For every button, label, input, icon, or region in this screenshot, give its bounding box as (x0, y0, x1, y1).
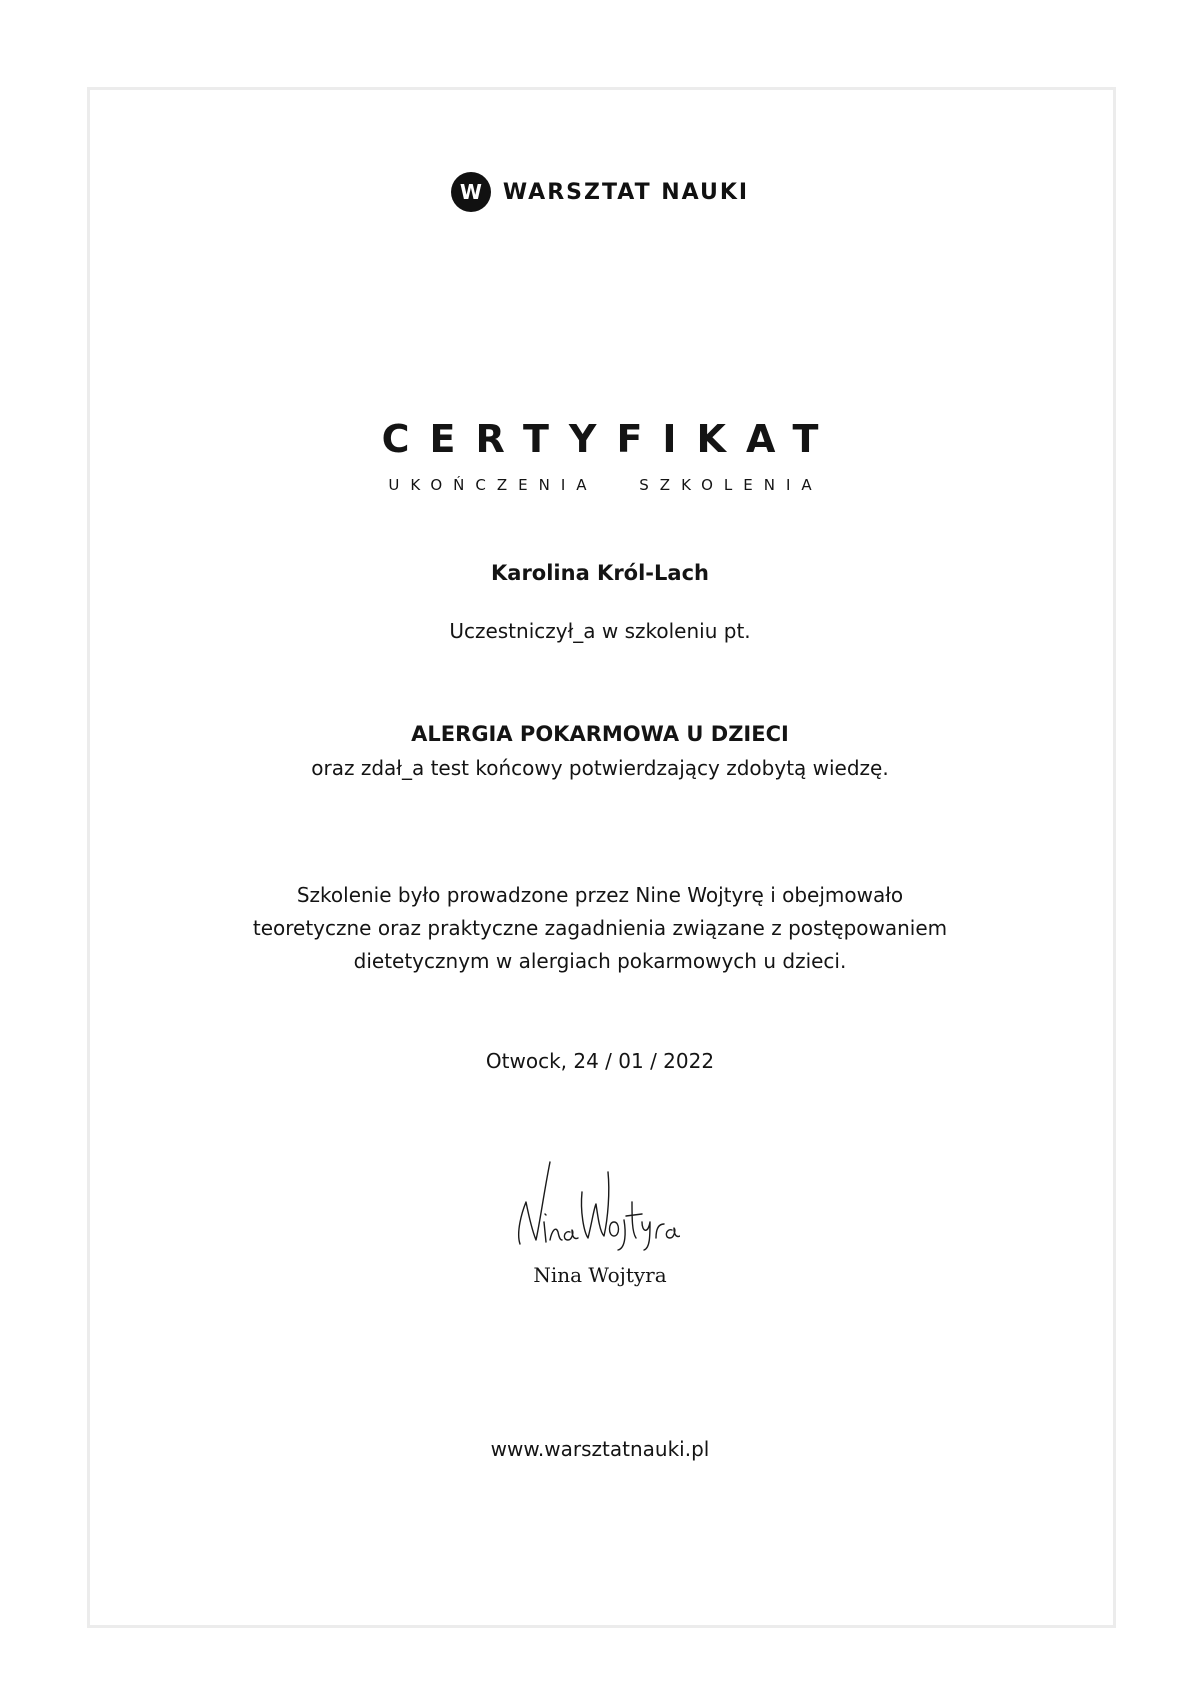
course-description (0, 879, 1200, 978)
certificate-title: CERTYFIKAT (381, 417, 839, 461)
participated-text: Uczestniczył_a w szkoleniu pt. (449, 619, 751, 643)
website-link[interactable]: www.warsztatnauki.pl (490, 1437, 710, 1461)
description-line: Szkolenie było prowadzone przez Nine Wojtyrę i obejmowało (296, 883, 904, 907)
place-date: Otwock, 24 / 01 / 2022 (485, 1049, 715, 1073)
certificate-frame (87, 87, 1116, 1628)
signer-name: Nina Wojtyra (533, 1263, 667, 1287)
passed-text: oraz zdał_a test końcowy potwierdzający zdobytą wiedzę. (311, 756, 889, 780)
handwritten-signature (510, 1152, 680, 1252)
description-line: dietetycznym w alergiach pokarmowych u dzieci. (353, 949, 847, 973)
brand-logo (0, 172, 1200, 212)
logo-mark-letter: W (459, 180, 482, 204)
logo-mark-icon (451, 172, 491, 212)
description-line: teoretyczne oraz praktyczne zagadnienia związane z postępowaniem (252, 916, 948, 940)
course-title: ALERGIA POKARMOWA U DZIECI (411, 722, 789, 746)
certificate-subtitle: UKOŃCZENIA SZKOLENIA (388, 476, 823, 494)
brand-name: WARSZTAT NAUKI (502, 179, 750, 205)
recipient-name: Karolina Król-Lach (491, 561, 709, 585)
